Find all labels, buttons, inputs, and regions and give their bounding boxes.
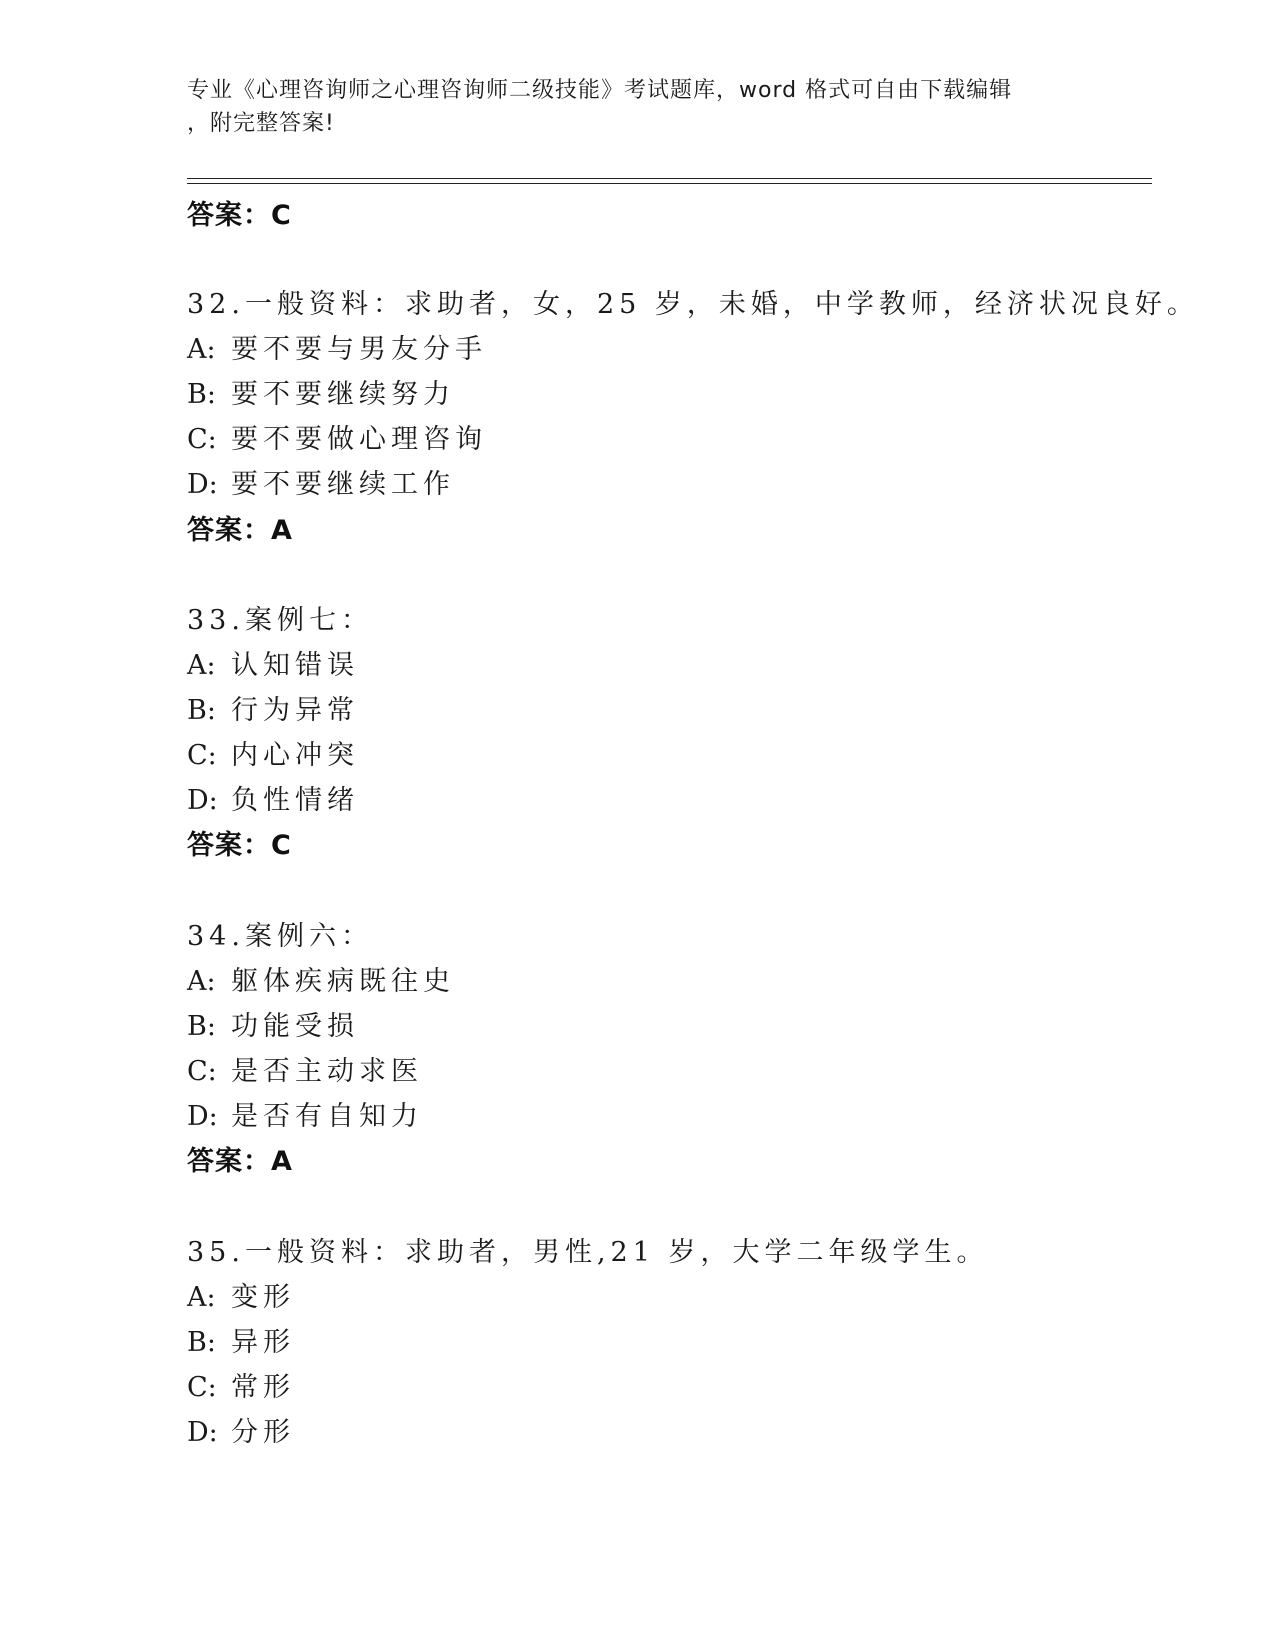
option-key: D: [187,1417,218,1448]
option-a [187,643,359,682]
option-d [187,462,455,501]
option-text: 异形 [231,1327,295,1358]
option-b [187,688,359,727]
option-key: C: [187,1056,217,1087]
header-line-2: ，附完整答案! [187,111,335,136]
option-d [187,1094,423,1133]
option-key: B: [187,1327,216,1358]
option-key: A: [187,1282,216,1313]
option-c [187,1365,295,1404]
option-a [187,1275,295,1314]
option-d [187,778,359,817]
option-key: B: [187,695,216,726]
header-divider-bottom [187,183,1152,184]
question-33 [187,598,373,637]
header-divider-top [187,178,1152,179]
option-key: D: [187,1101,218,1132]
question-35 [187,1230,988,1269]
option-text: 变形 [231,1282,295,1313]
option-key: A: [187,966,216,997]
question-number: 35. [187,1237,245,1268]
answer-line: 答案：C [187,830,292,861]
question-number: 32. [187,289,245,320]
answer-line: 答案：C [187,200,292,231]
header-line-1: 专业《心理咨询师之心理咨询师二级技能》考试题库，word 格式可自由下载编辑 [187,78,1013,103]
option-text: 要不要做心理咨询 [231,424,487,455]
option-text: 是否主动求医 [231,1056,423,1087]
option-text: 常形 [231,1372,295,1403]
option-d [187,1410,295,1449]
document-header [187,74,1087,140]
option-key: C: [187,1372,217,1403]
question-34 [187,914,373,953]
option-text: 负性情绪 [231,785,359,816]
option-b [187,372,455,411]
option-key: C: [187,740,217,771]
question-text: 一般资料：求助者，男性,21 岁，大学二年级学生。 [244,1237,989,1268]
answer-line: 答案：A [187,1146,293,1177]
question-text: 案例七： [244,605,373,636]
option-key: A: [187,650,216,681]
option-text: 功能受损 [231,1011,359,1042]
option-key: B: [187,379,216,410]
option-key: B: [187,1011,216,1042]
option-a [187,327,487,366]
option-text: 躯体疾病既往史 [231,966,455,997]
option-text: 认知错误 [231,650,359,681]
question-text: 案例六： [244,921,373,952]
option-text: 要不要继续努力 [231,379,455,410]
option-text: 是否有自知力 [231,1101,423,1132]
option-key: D: [187,785,218,816]
question-number: 34. [187,921,245,952]
option-key: A: [187,334,216,365]
option-text: 要不要继续工作 [231,469,455,500]
option-text: 分形 [231,1417,295,1448]
question-number: 33. [187,605,245,636]
option-b [187,1004,359,1043]
option-c [187,733,359,772]
option-key: C: [187,424,217,455]
question-text: 一般资料：求助者，女，25 岁，未婚，中学教师，经济状况良好。 [244,289,1199,320]
answer-line: 答案：A [187,515,293,546]
option-text: 行为异常 [231,695,359,726]
option-text: 内心冲突 [231,740,359,771]
option-text: 要不要与男友分手 [231,334,487,365]
option-c [187,1049,423,1088]
option-a [187,959,455,998]
question-32 [187,282,1199,321]
option-c [187,417,487,456]
option-b [187,1320,295,1359]
option-key: D: [187,469,218,500]
